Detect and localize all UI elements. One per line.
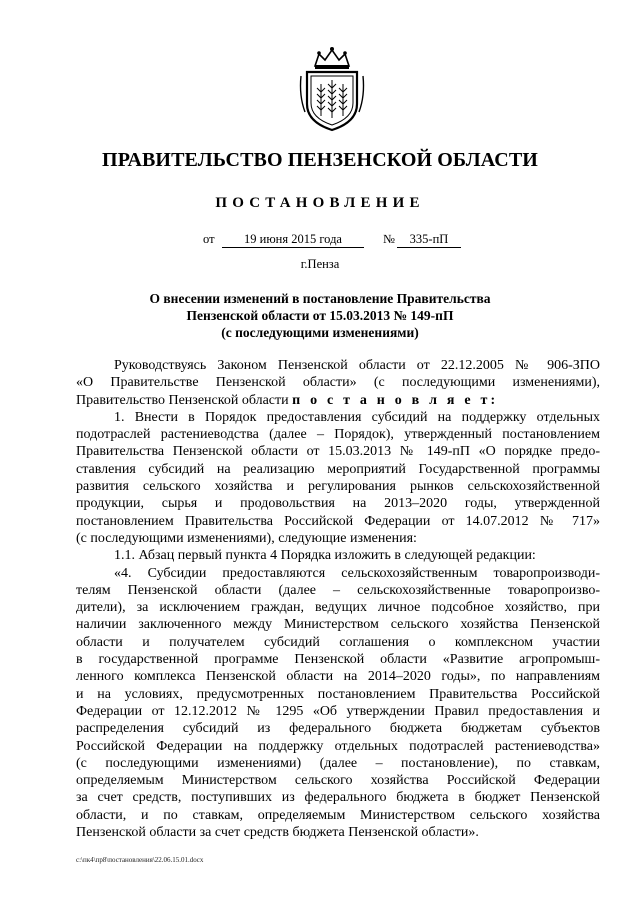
paragraph-item-1	[76, 409, 600, 547]
text-line: «4. Субсидии предоставляются сельскохозяйственным товаропроизводи-	[114, 565, 600, 581]
file-path-footer: c:\пк4\пр8\постановления\22.06.15.01.docx	[76, 856, 204, 864]
document-date: 19 июня 2015 года	[222, 232, 364, 248]
penza-coat-of-arms-icon	[297, 46, 367, 132]
text-line: в государственной программе Пензенской области «Развитие агропромыш-	[76, 652, 600, 668]
text-line: продукции, сырья и продовольствия на 2013–2020 годы, утвержденной	[76, 496, 600, 512]
text-line: области и получателем субсидий соглашения о комплексном участии	[76, 634, 600, 650]
document-body	[76, 357, 600, 841]
text-line: Руководствуясь Законом Пензенской области от 22.12.2005 № 906-ЗПО	[114, 358, 600, 373]
resolves-word: п о с т а н о в л я е т:	[292, 392, 499, 408]
date-number-line	[0, 232, 640, 250]
paragraph-item-1-1	[76, 547, 600, 564]
text-line: развития сельского хозяйства и регулирования рынков сельскохозяйственной	[76, 479, 600, 495]
paragraph-item-4-text	[76, 565, 600, 842]
government-title: ПРАВИТЕЛЬСТВО ПЕНЗЕНСКОЙ ОБЛАСТИ	[102, 149, 538, 171]
document-type: ПОСТАНОВЛЕНИЕ	[215, 195, 425, 211]
subject-line: (с последующими изменениями)	[221, 325, 419, 340]
number-prefix: №	[383, 232, 395, 246]
paragraph-preamble	[76, 357, 600, 409]
text-line: ставления субсидий на реализацию мероприятий Государственной программы	[76, 461, 600, 477]
text-line: (с последующими изменениями), следующие изменения:	[76, 530, 417, 546]
text-line: определяемым Министерством сельского хозяйства Российской Федерации	[76, 773, 600, 789]
text-line: ленного комплекса Пензенской области на 2014–2020 годы», по направлениям	[76, 669, 600, 685]
date-prefix: от	[203, 232, 215, 246]
subject-line: О внесении изменений в постановление Правительства	[149, 291, 491, 306]
text-line: Правительства Пензенской области от 15.03.2013 № 149-пП «О порядке предо-	[76, 444, 600, 460]
text-line: области, и по ставкам, определяемым Министерством сельского хозяйства	[76, 807, 600, 823]
text-line: телям Пензенской области (далее – сельскохозяйственные товаропроизво-	[76, 582, 600, 598]
city-name: г.Пенза	[300, 257, 340, 271]
text-line: и на условиях, предусмотренных постановлением Правительства Российской	[76, 686, 600, 702]
text-line: распределения субсидий из федерального бюджета бюджетам субъектов	[76, 721, 600, 737]
text-segment: Правительство Пензенской области	[76, 392, 289, 408]
text-line: «О Правительстве Пензенской области» (с последующими изменениями),	[76, 375, 600, 391]
document-subject	[0, 290, 640, 341]
text-line: за счет средств, поступивших из федерального бюджета в бюджет Пензенской	[76, 790, 600, 806]
text-line: постановлением Правительства Российской Федерации от 14.07.2012 № 717»	[76, 513, 600, 529]
text-line: 1.1. Абзац первый пункта 4 Порядка изложить в следующей редакции:	[114, 548, 536, 564]
document-number: 335-пП	[397, 232, 461, 248]
text-line: подотраслей растениеводства (далее – Порядок), утвержденный постановлением	[76, 427, 600, 443]
text-line: Российской Федерации на поддержку отдельных подотраслей растениеводства»	[76, 738, 600, 754]
text-line: Пензенской области за счет средств бюджета Пензенской области».	[76, 825, 479, 841]
subject-line: Пензенской области от 15.03.2013 № 149-пП	[186, 308, 454, 323]
text-line	[76, 392, 600, 409]
text-line: дители), за исключением граждан, ведущих личное подсобное хозяйство, при	[76, 600, 600, 616]
text-line: 1. Внести в Порядок предоставления субсидий на поддержку отдельных	[114, 409, 600, 425]
text-line: (с последующими изменениями) (далее – постановление), по ставкам,	[76, 755, 600, 771]
text-line: наличии заключенного между Министерством сельского хозяйства Пензенской	[76, 617, 600, 633]
text-line: Федерации от 12.12.2012 № 1295 «Об утверждении Правил предоставления и	[76, 703, 600, 719]
